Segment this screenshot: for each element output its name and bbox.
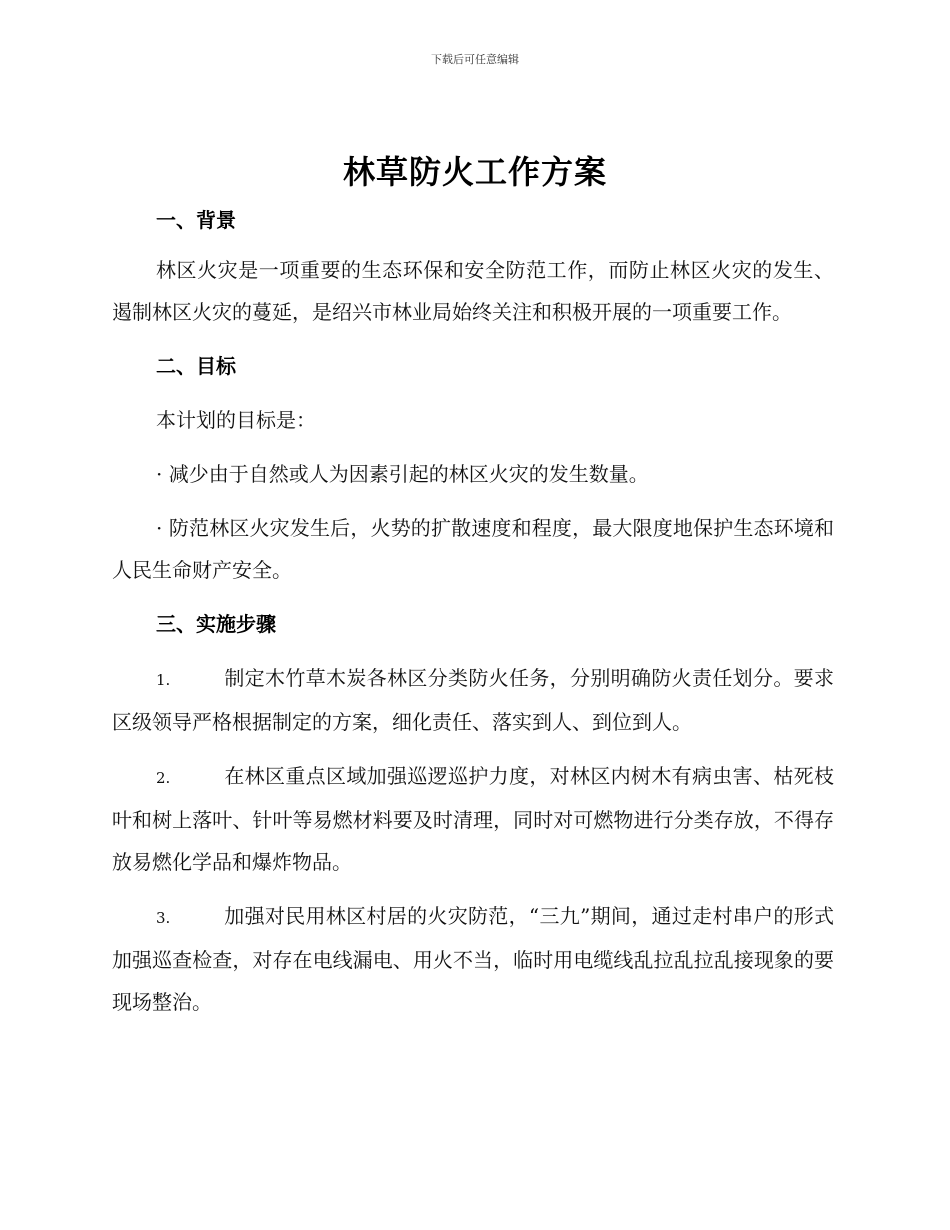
step-item xyxy=(112,755,834,883)
section-heading-steps: 三、实施步骤 xyxy=(156,612,276,636)
background-paragraph: 林区火灾是一项重要的生态环保和安全防范工作，而防止林区火灾的发生、遏制林区火灾的蔓延，是绍兴市林业局始终关注和积极开展的一项重要工作。 xyxy=(112,258,834,324)
step-number: 1. xyxy=(156,671,171,689)
document-body xyxy=(112,199,834,1023)
goal-item: · 减少由于自然或人为因素引起的林区火灾的发生数量。 xyxy=(156,462,649,486)
step-text: 在林区重点区域加强巡逻巡护力度，对林区内树木有病虫害、枯死枝叶和树上落叶、针叶等易燃材料要及时清理，同时对可燃物进行分类存放，不得存放易燃化学品和爆炸物品。 xyxy=(112,764,834,874)
step-text: 加强对民用林区村居的火灾防范，“三九”期间，通过走村串户的形式加强巡查检查，对存在电线漏电、用火不当，临时用电缆线乱拉乱拉乱接现象的要现场整治。 xyxy=(112,904,834,1014)
step-text: 制定木竹草木炭各林区分类防火任务，分别明确防火责任划分。要求区级领导严格根据制定的方案，细化责任、落实到人、到位到人。 xyxy=(112,666,834,734)
section-heading-background: 一、背景 xyxy=(156,208,236,232)
header-note: 下载后可任意编辑 xyxy=(431,53,519,66)
document-title: 林草防火工作方案 xyxy=(342,153,607,191)
step-item xyxy=(112,657,834,743)
step-number: 2. xyxy=(156,769,171,787)
step-number: 3. xyxy=(156,909,171,927)
goals-intro: 本计划的目标是： xyxy=(156,408,316,432)
goal-item: · 防范林区火灾发生后，火势的扩散速度和程度，最大限度地保护生态环境和人民生命财产安全。 xyxy=(112,516,834,582)
section-heading-goals: 二、目标 xyxy=(156,354,236,378)
step-item xyxy=(112,895,834,1023)
